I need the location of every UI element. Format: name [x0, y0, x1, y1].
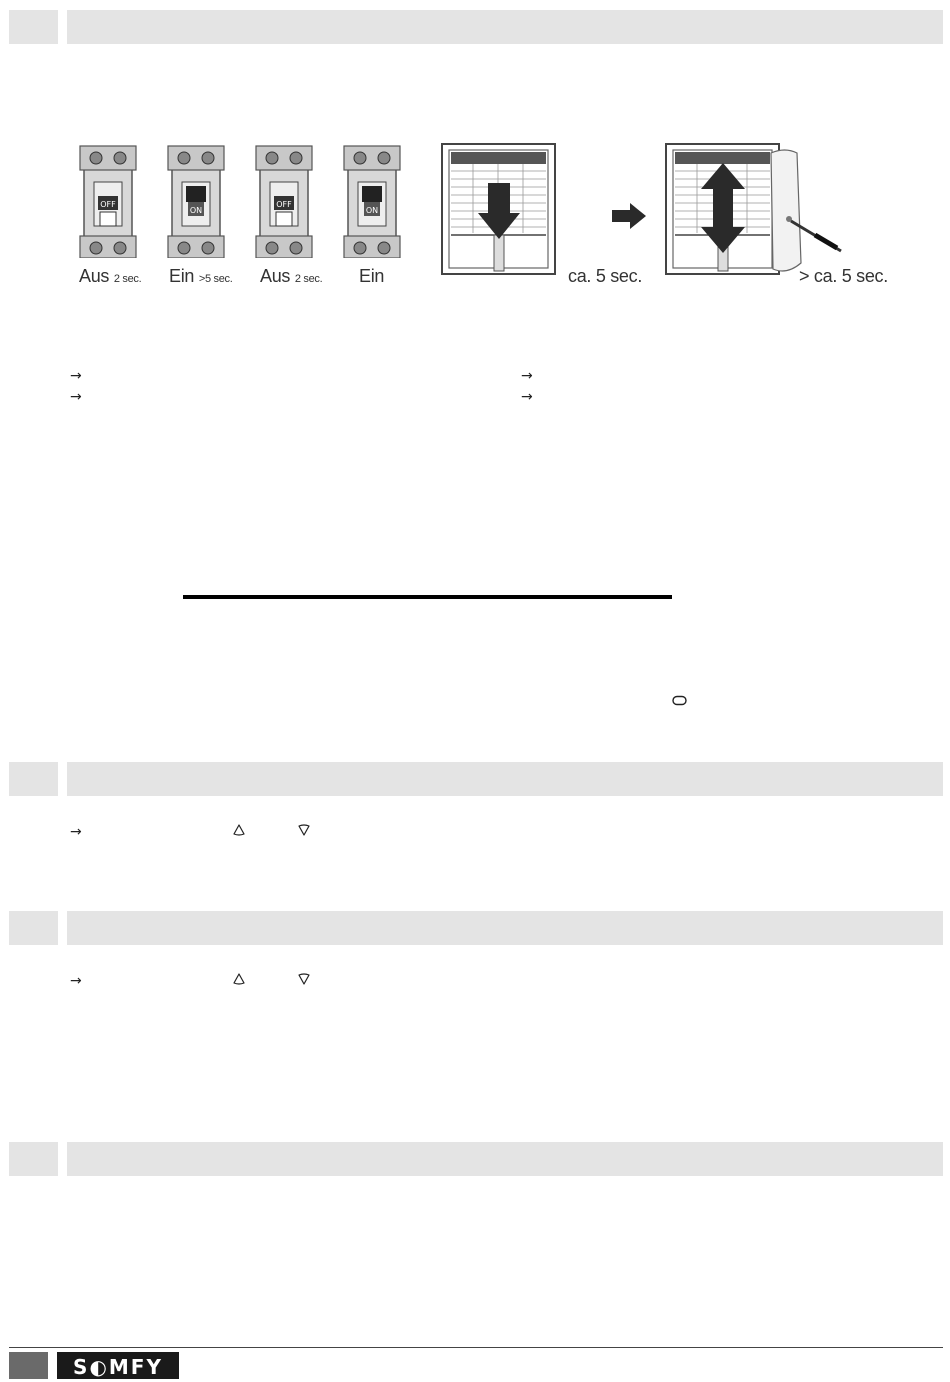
section-header-bar — [67, 911, 943, 945]
arrow-bullet-icon: → — [70, 973, 82, 989]
down-triangle-icon — [297, 823, 311, 837]
svg-text:ON: ON — [365, 206, 379, 215]
window-down-illustration — [441, 143, 556, 275]
arrow-bullet-icon: → — [521, 368, 533, 384]
breaker-off-1 — [80, 146, 136, 258]
down-triangle-icon — [297, 972, 311, 986]
arrow-bullet-icon: → — [70, 368, 82, 384]
page-number-box — [9, 1352, 48, 1379]
section-number-box — [9, 762, 58, 796]
footer-rule — [9, 1347, 943, 1348]
svg-text:ON: ON — [189, 206, 203, 215]
label-ein-2: Ein — [359, 266, 385, 286]
up-triangle-icon — [232, 823, 246, 837]
section-header-bar — [67, 762, 943, 796]
svg-text:OFF: OFF — [100, 200, 116, 209]
arrow-bullet-icon: → — [70, 389, 82, 405]
horizontal-rule — [183, 595, 672, 599]
section-number-box — [9, 1142, 58, 1176]
next-arrow-icon — [612, 203, 648, 229]
label-ein-1: Ein >5 sec. — [169, 266, 233, 286]
window-updown-illustration — [665, 143, 845, 278]
section-number-box — [9, 911, 58, 945]
somfy-logo: S◐MFY — [57, 1352, 179, 1379]
label-step-1: ca. 5 sec. — [568, 266, 643, 286]
label-aus-2: Aus 2 sec. — [260, 266, 323, 286]
section-header-bar — [67, 10, 943, 44]
breaker-on-2 — [344, 146, 400, 258]
section-header-bar — [67, 1142, 943, 1176]
circuit-breaker-illustration — [76, 140, 416, 258]
section-number-box — [9, 10, 58, 44]
breaker-on-1 — [168, 146, 224, 258]
arrow-bullet-icon: → — [70, 824, 82, 840]
stop-oval-icon — [672, 695, 688, 707]
label-aus-1: Aus 2 sec. — [79, 266, 142, 286]
arrow-bullet-icon: → — [521, 389, 533, 405]
label-step-2: > ca. 5 sec. — [799, 266, 888, 286]
svg-text:OFF: OFF — [276, 200, 292, 209]
up-triangle-icon — [232, 972, 246, 986]
breaker-off-2 — [256, 146, 312, 258]
